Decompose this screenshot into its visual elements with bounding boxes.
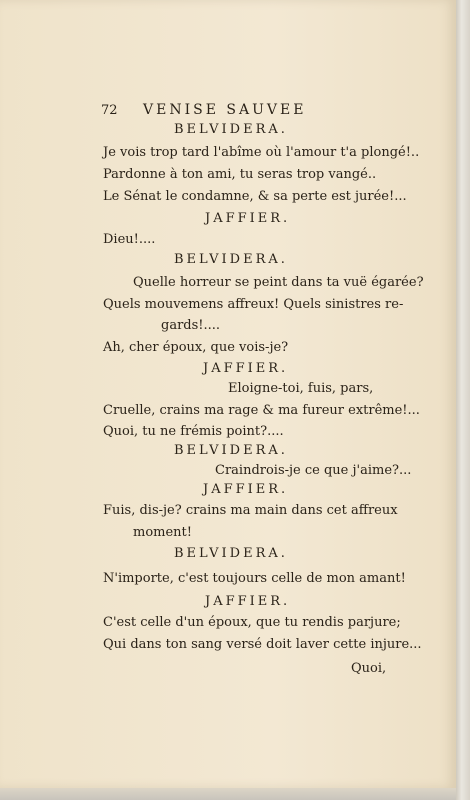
verse-line: Quelle horreur se peint dans ta vuë égarée? bbox=[133, 275, 424, 290]
verse-line: Eloigne-toi, fuis, pars, bbox=[228, 381, 374, 396]
verse-line: Pardonne à ton ami, tu seras trop vangé.. bbox=[103, 167, 377, 182]
page-number: 72 bbox=[101, 103, 118, 118]
verse-line: C'est celle d'un époux, que tu rendis parjure; bbox=[103, 615, 401, 630]
speaker-name: JAFFIER. bbox=[203, 482, 289, 497]
verse-line: Le Sénat le condamne, & sa perte est jurée!... bbox=[103, 189, 407, 204]
verse-line: Quoi, tu ne frémis point?.... bbox=[103, 424, 284, 439]
verse-line: Cruelle, crains ma rage & ma fureur extrême!... bbox=[103, 403, 420, 418]
verse-line: Dieu!.... bbox=[103, 232, 156, 247]
verse-line: Craindrois-je ce que j'aime?... bbox=[215, 463, 412, 478]
speaker-name: JAFFIER. bbox=[205, 211, 291, 226]
verse-line: Fuis, dis-je? crains ma main dans cet affreux bbox=[103, 503, 398, 518]
verse-line: Ah, cher époux, que vois-je? bbox=[103, 340, 289, 355]
verse-line: Quels mouvemens affreux! Quels sinistres re- bbox=[103, 297, 404, 312]
speaker-name: BELVIDERA. bbox=[174, 443, 288, 458]
page-bottom-edge bbox=[0, 788, 456, 800]
verse-line: Qui dans ton sang versé doit laver cette injure... bbox=[103, 637, 422, 652]
speaker-name: JAFFIER. bbox=[205, 594, 291, 609]
speaker-name: BELVIDERA. bbox=[174, 546, 288, 561]
verse-line: Quoi, bbox=[351, 661, 387, 676]
speaker-name: BELVIDERA. bbox=[174, 252, 288, 267]
speaker-name: JAFFIER. bbox=[203, 361, 289, 376]
page-edge bbox=[456, 0, 470, 800]
speaker-name: BELVIDERA. bbox=[174, 122, 288, 137]
verse-line: moment! bbox=[133, 525, 192, 540]
running-title: VENISE SAUVEE bbox=[143, 102, 307, 118]
verse-line: N'importe, c'est toujours celle de mon amant! bbox=[103, 571, 406, 586]
verse-line: Je vois trop tard l'abîme où l'amour t'a plongé!.. bbox=[103, 145, 420, 160]
verse-line: gards!.... bbox=[161, 318, 221, 333]
